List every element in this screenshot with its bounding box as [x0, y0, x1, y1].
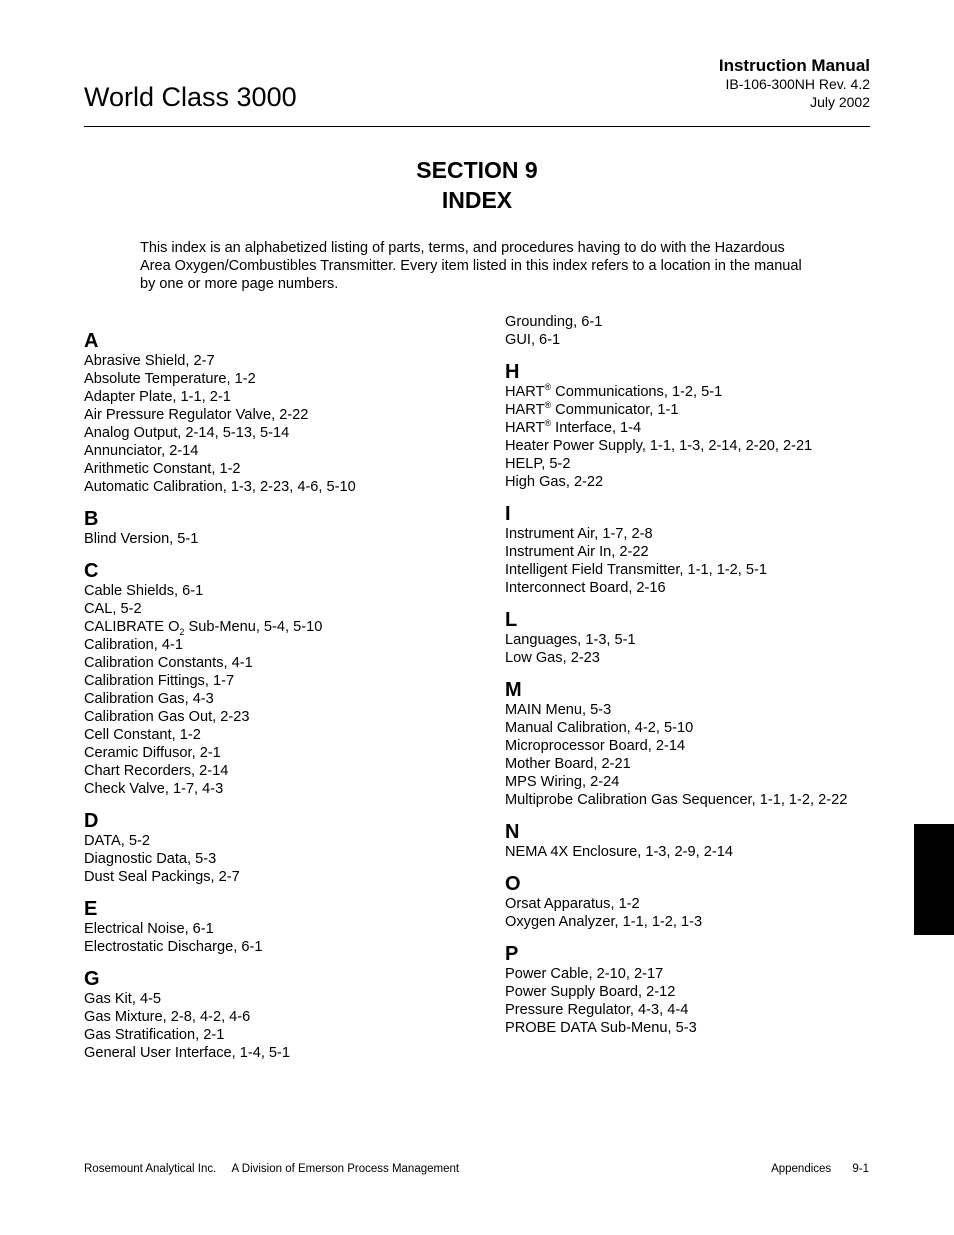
index-group: [505, 943, 870, 1037]
index-entry: Annunciator, 2-14: [84, 443, 199, 459]
index-group: [84, 810, 484, 886]
index-entry: MPS Wiring, 2-24: [505, 774, 620, 790]
index-entry: Abrasive Shield, 2-7: [84, 353, 215, 369]
index-entry: HART® Interface, 1-4: [505, 418, 642, 436]
index-entry: Calibration Fittings, 1-7: [84, 673, 235, 689]
index-group: [84, 560, 484, 798]
index-letter-heading: I: [505, 503, 511, 525]
index-entry: HELP, 5-2: [505, 456, 571, 472]
index-entry: Manual Calibration, 4-2, 5-10: [505, 720, 694, 736]
footer-appendix: Appendices: [771, 1163, 832, 1175]
footer-right: [771, 1163, 869, 1175]
index-entry: Analog Output, 2-14, 5-13, 5-14: [84, 425, 290, 441]
index-letter-heading: L: [505, 609, 518, 631]
intro-paragraph: This index is an alphabetized listing of parts, terms, and procedures having to do with the Hazardous Area Oxygen/Combustibles Transmitter. Every item listed in this index refers to a location in the manual by one or more page numbers.: [140, 240, 802, 292]
index-group: [505, 361, 870, 491]
index-entry: Adapter Plate, 1-1, 2-1: [84, 389, 231, 405]
index-entry: Heater Power Supply, 1-1, 1-3, 2-14, 2-20, 2-21: [505, 438, 813, 454]
index-entry: Absolute Temperature, 1-2: [84, 371, 256, 387]
index-entry: Ceramic Diffusor, 2-1: [84, 745, 221, 761]
index-entry: NEMA 4X Enclosure, 1-3, 2-9, 2-14: [505, 844, 733, 860]
section-heading: [0, 155, 954, 215]
index-letter-heading: C: [84, 560, 99, 582]
index-letter-heading: O: [505, 873, 521, 895]
section-number: SECTION 9: [416, 157, 538, 183]
footer-page-number: 9-1: [852, 1163, 869, 1175]
header-rule: [84, 126, 870, 127]
index-letter-heading: M: [505, 679, 522, 701]
index-entry: Electrical Noise, 6-1: [84, 921, 214, 937]
index-entry: Power Cable, 2-10, 2-17: [505, 966, 664, 982]
index-entry: Power Supply Board, 2-12: [505, 984, 676, 1000]
index-entry: Gas Stratification, 2-1: [84, 1027, 225, 1043]
manual-label: Instruction Manual: [718, 56, 870, 75]
index-entry: Gas Mixture, 2-8, 4-2, 4-6: [84, 1009, 251, 1025]
footer-left: [84, 1163, 459, 1175]
index-group: [84, 898, 484, 956]
index-letter-heading: P: [505, 943, 519, 965]
index-group: [84, 508, 484, 548]
index-entry: Instrument Air, 1-7, 2-8: [505, 526, 653, 542]
footer-division: A Division of Emerson Process Management: [231, 1163, 460, 1175]
index-entry: DATA, 5-2: [84, 833, 150, 849]
index-letter-heading: N: [505, 821, 520, 843]
index-entry: Grounding, 6-1: [505, 314, 603, 330]
index-entry: Oxygen Analyzer, 1-1, 1-2, 1-3: [505, 914, 703, 930]
index-letter-heading: G: [84, 968, 100, 990]
index-entry: Gas Kit, 4-5: [84, 991, 162, 1007]
index-group: [505, 313, 870, 349]
index-entry: Mother Board, 2-21: [505, 756, 631, 772]
index-entry: Low Gas, 2-23: [505, 650, 600, 666]
index-group: [505, 503, 870, 597]
index-entry: Electrostatic Discharge, 6-1: [84, 939, 263, 955]
index-entry: Calibration Gas, 4-3: [84, 691, 214, 707]
doc-number: IB-106-300NH Rev. 4.2: [725, 76, 870, 92]
index-entry: Automatic Calibration, 1-3, 2-23, 4-6, 5-10: [84, 479, 356, 495]
index-entry: CALIBRATE $O_2$ Sub-Menu, 5-4, 5-10: [84, 619, 323, 637]
index-entry: Calibration Gas Out, 2-23: [84, 709, 250, 725]
manual-title: World Class 3000: [84, 82, 297, 112]
index-entry: Multiprobe Calibration Gas Sequencer, 1-1, 1-2, 2-22: [505, 792, 848, 808]
index-letter-heading: E: [84, 898, 98, 920]
index-letter-heading: H: [505, 361, 520, 383]
index-group: [505, 873, 870, 931]
index-entry: Dust Seal Packings, 2-7: [84, 869, 240, 885]
index-entry: Chart Recorders, 2-14: [84, 763, 229, 779]
index-entry: Calibration Constants, 4-1: [84, 655, 253, 671]
index-group: [505, 609, 870, 667]
index-entry: Air Pressure Regulator Valve, 2-22: [84, 407, 309, 423]
index-entry: Interconnect Board, 2-16: [505, 580, 666, 596]
index-entry: Instrument Air In, 2-22: [505, 544, 649, 560]
index-entry: Orsat Apparatus, 1-2: [505, 896, 640, 912]
index-entry: High Gas, 2-22: [505, 474, 604, 490]
index-entry: Blind Version, 5-1: [84, 531, 199, 547]
index-entry: Pressure Regulator, 4-3, 4-4: [505, 1002, 689, 1018]
footer-company: Rosemount Analytical Inc.: [84, 1163, 217, 1175]
index-entry: Microprocessor Board, 2-14: [505, 738, 686, 754]
index-letter-heading: B: [84, 508, 99, 530]
index-group: [505, 679, 870, 809]
index-entry: Languages, 1-3, 5-1: [505, 632, 636, 648]
index-entry: Cable Shields, 6-1: [84, 583, 204, 599]
index-letter-heading: D: [84, 810, 99, 832]
index-entry: Diagnostic Data, 5-3: [84, 851, 217, 867]
index-column-right: [505, 313, 870, 1049]
index-entry: Cell Constant, 1-2: [84, 727, 201, 743]
index-column-left: [84, 330, 484, 1074]
index-entry: Arithmetic Constant, 1-2: [84, 461, 241, 477]
index-group: [84, 968, 484, 1062]
index-letter-heading: A: [84, 330, 99, 352]
index-entry: HART® Communications, 1-2, 5-1: [505, 382, 723, 400]
section-title: INDEX: [441, 187, 513, 213]
index-group: [84, 330, 484, 496]
index-entry: GUI, 6-1: [505, 332, 561, 348]
index-entry: HART® Communicator, 1-1: [505, 400, 679, 418]
section-tab-marker: [914, 824, 954, 935]
index-entry: PROBE DATA Sub-Menu, 5-3: [505, 1020, 697, 1036]
index-entry: Check Valve, 1-7, 4-3: [84, 781, 224, 797]
manual-info: [719, 56, 870, 111]
index-group: [505, 821, 870, 861]
index-entry: Calibration, 4-1: [84, 637, 183, 653]
index-entry: General User Interface, 1-4, 5-1: [84, 1045, 291, 1061]
index-entry: Intelligent Field Transmitter, 1-1, 1-2, 5-1: [505, 562, 767, 578]
doc-date: July 2002: [810, 94, 870, 110]
index-entry: CAL, 5-2: [84, 601, 142, 617]
index-entry: MAIN Menu, 5-3: [505, 702, 612, 718]
